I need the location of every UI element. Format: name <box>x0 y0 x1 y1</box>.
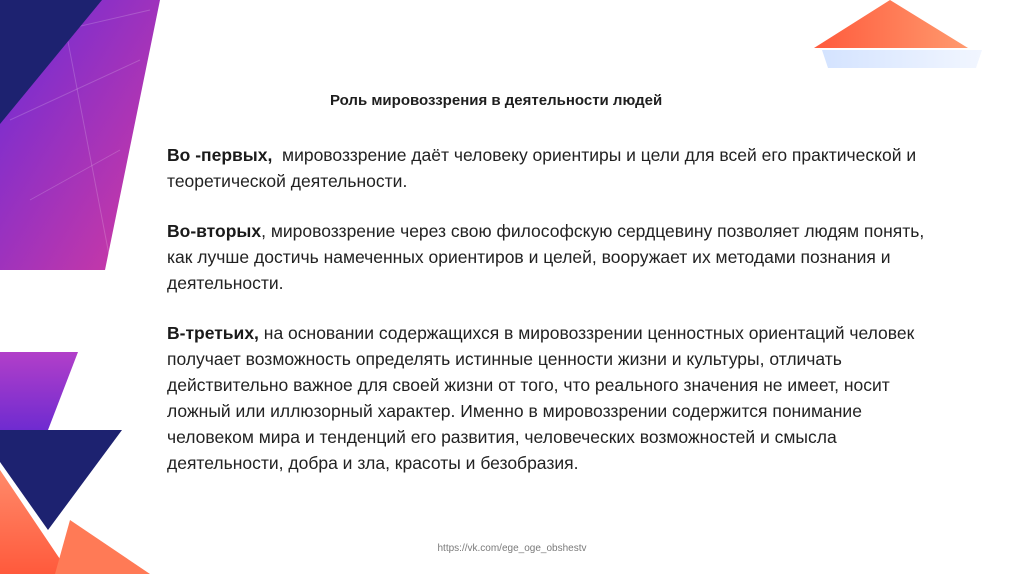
paragraph-second <box>167 218 927 296</box>
paragraph-second-text: , мировоззрение через свою философскую сердцевину позволяет людям понять, как лучше достичь намеченных ориентиров и целей, вооружает их методами познания и деятельности. <box>167 221 925 293</box>
purple-wedge-mid <box>0 352 78 430</box>
orange-triangle-top-right <box>814 0 968 48</box>
paragraph-second-lead: Во-вторых <box>167 221 262 241</box>
paragraph-first <box>167 142 927 194</box>
paragraph-third <box>167 320 927 476</box>
paragraph-third-text: на основании содержащихся в мировоззрении ценностных ориентаций человек получает возможность определять истинные ценности жизни и культуры, отличать действительно важное для своей жизни от того, что реального значения не имеет, носит ложный или иллюзорный характер. Именно в мировоззрении содержится понимание человеком мира и тенденций его развития, человеческих возможностей и смысла деятельности, добра и зла, красоты и безобразия. <box>167 323 920 473</box>
source-link[interactable]: https://vk.com/ege_oge_obshestv <box>437 543 587 554</box>
paragraph-first-text: мировоззрение даёт человеку ориентиры и цели для всей его практической и теоретической деятельности. <box>167 145 921 191</box>
slide-title: Роль мировоззрения в деятельности людей <box>330 92 663 109</box>
blue-shadow-bar <box>822 50 982 68</box>
paragraph-first-lead: Во -первых, <box>167 145 273 165</box>
paragraph-third-lead: В-третьих, <box>167 323 259 343</box>
